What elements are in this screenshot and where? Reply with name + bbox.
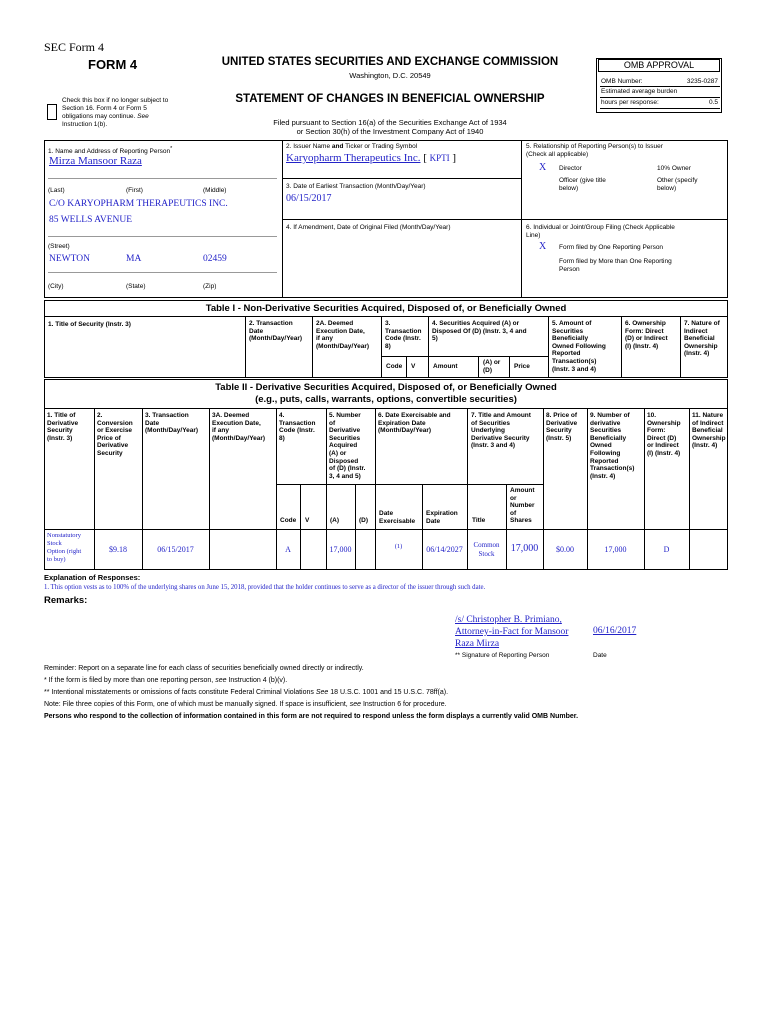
- t2-row-code: A: [285, 545, 291, 554]
- burden-label: Estimated average burden: [601, 88, 678, 95]
- t2-col2-header: 2. Conversion or Exercise Price of Derivative Security: [97, 412, 133, 457]
- remarks-title: Remarks:: [44, 595, 88, 606]
- omb-title: OMB APPROVAL: [598, 59, 720, 72]
- address-line2: 85 WELLS AVENUE: [49, 215, 133, 225]
- ten-percent-label: 10% Owner: [657, 165, 691, 172]
- t2-col1-header: 1. Title of Derivative Security (Instr. 3): [47, 412, 79, 442]
- t2-col11-header: 11. Nature of Indirect Beneficial Ownership (Instr. 4): [692, 412, 726, 450]
- t1-col1-header: 1. Title of Security (Instr. 3): [48, 321, 131, 328]
- date-label: Date: [593, 652, 607, 659]
- t1-amount-header: Amount: [433, 363, 458, 370]
- t2-col8-header: 8. Price of Derivative Security (Instr. 5): [546, 412, 578, 442]
- commission-city: Washington, D.C. 20549: [349, 71, 431, 80]
- commission-title: UNITED STATES SECURITIES AND EXCHANGE COMMISSION: [221, 56, 559, 68]
- t2-col3-header: 3. Transaction Date (Month/Day/Year): [145, 412, 199, 435]
- street-label: (Street): [48, 243, 70, 250]
- omb-notice: Persons who respond to the collection of information contained in this form are not required to respond unless the form displays a currently valid OMB Number.: [44, 713, 579, 720]
- t2-a-header: (A): [330, 517, 340, 524]
- officer-label: Officer (give title below): [559, 177, 606, 192]
- t2-row-underlying-amount: 17,000: [510, 543, 539, 554]
- t2-row-date: 06/15/2017: [157, 545, 194, 554]
- first-label: (First): [126, 187, 143, 194]
- ticker-symbol: KPTI: [429, 153, 450, 163]
- t2-row-exercisable: (1): [394, 543, 403, 550]
- t1-col7-header: 7. Nature of Indirect Beneficial Ownership (Instr. 4): [684, 320, 720, 358]
- one-person-checkmark[interactable]: X: [539, 241, 547, 252]
- t2-col9-header: 9. Number of derivative Securities Beneficially Owned Following Reported Transaction(s) (Instr. 4): [590, 412, 635, 480]
- t2-col7-header: 7. Title and Amount of Securities Underlying Derivative Security (Instr. 3 and 4): [471, 412, 531, 450]
- t2-row-expiration: 06/14/2027: [426, 545, 463, 554]
- t1-col3-header: 3. Transaction Code (Instr. 8): [385, 320, 422, 350]
- t2-expiration-header: Expiration Date: [426, 510, 458, 525]
- middle-label: (Middle): [203, 187, 227, 194]
- last-label: (Last): [48, 187, 65, 194]
- checkbox-label: Check this box if no longer subject to Section 16. Form 4 or Form 5 obligations may continue. See Instruction 1(b).: [62, 97, 169, 128]
- t2-row-acquired: 17,000: [329, 545, 352, 554]
- omb-number-value: 3235-0287: [686, 78, 718, 85]
- director-checkmark[interactable]: X: [539, 162, 547, 173]
- city-value: NEWTON: [49, 254, 90, 264]
- one-person-label: Form filed by One Reporting Person: [559, 244, 664, 251]
- signature: /s/ Christopher B. Primiano, Attorney-in-Fact for Mansoor Raza Mirza: [455, 615, 569, 649]
- t2-title-header: Title: [472, 517, 486, 524]
- filed-pursuant: Filed pursuant to Section 16(a) of the Securities Exchange Act of 1934 or Section 30(h) of the Investment Company Act of 1940: [273, 118, 507, 136]
- director-label: Director: [559, 165, 582, 172]
- t1-code-header: Code: [386, 363, 403, 370]
- signature-date: 06/16/2017: [593, 626, 637, 636]
- table1-title: Table I - Non-Derivative Securities Acquired, Disposed of, or Beneficially Owned: [205, 303, 567, 314]
- box2-label: 2. Issuer Name and Ticker or Trading Symbol: [286, 143, 418, 150]
- t1-col2a-header: 2A. Deemed Execution Date, if any (Month/Day/Year): [316, 320, 370, 350]
- sec-form-label: SEC Form 4: [44, 40, 105, 54]
- t2-row-conversion: $9.18: [109, 545, 127, 554]
- state-label: (State): [126, 283, 146, 290]
- hours-label: hours per response:: [601, 99, 659, 106]
- box6-label: 6. Individual or Joint/Group Filing (Check Applicable Line): [526, 224, 675, 239]
- issuer-name[interactable]: Karyopharm Therapeutics Inc.: [286, 152, 421, 164]
- t2-row-form: D: [663, 545, 670, 554]
- box3-label: 3. Date of Earliest Transaction (Month/Day/Year): [286, 183, 426, 190]
- zip-label: (Zip): [203, 283, 217, 290]
- t1-price-header: Price: [514, 363, 530, 370]
- other-label: Other (specify below): [657, 177, 698, 192]
- t1-aord-header: (A) or (D): [483, 359, 501, 374]
- box5-label: 5. Relationship of Reporting Person(s) to Issuer (Check all applicable): [526, 143, 663, 158]
- signature-label: ** Signature of Reporting Person: [455, 652, 550, 659]
- earliest-transaction-date: 06/15/2017: [286, 193, 332, 204]
- no-longer-subject-checkbox[interactable]: [47, 104, 57, 120]
- issuer-line: Karyopharm Therapeutics Inc. [ KPTI ]: [286, 152, 457, 164]
- t2-amount-header: Amount or Number of Shares: [510, 487, 535, 525]
- explanation-footnote-1: 1. This option vests as to 100% of the underlying shares on June 15, 2018, provided that the holder continues to serve as a director of the issuer through such date.: [44, 584, 486, 591]
- t2-col4-header: 4. Transaction Code (Instr. 8): [279, 412, 316, 442]
- note-three-copies: Note: File three copies of this Form, one of which must be manually signed. If space is insufficient, see Instruction 6 for procedure.: [44, 701, 447, 708]
- reporting-person-name[interactable]: Mirza Mansoor Raza: [49, 155, 142, 167]
- footer-notes: [44, 663, 578, 723]
- t2-code-header: Code: [280, 517, 297, 524]
- reminder-note: Reminder: Report on a separate line for each class of securities beneficially owned directly or indirectly.: [44, 665, 364, 672]
- footnote-single-asterisk: * If the form is filed by more than one reporting person, see Instruction 4 (b)(v).: [44, 677, 288, 684]
- t2-row-owned: 17,000: [604, 545, 627, 554]
- t2-col3a-header: 3A. Deemed Execution Date, if any (Month/Day/Year): [212, 412, 266, 442]
- hours-value: 0.5: [708, 99, 718, 106]
- box4-label: 4. If Amendment, Date of Original Filed (Month/Day/Year): [286, 224, 451, 231]
- t2-row-security-title: Nonstatutory Stock Option (right to buy): [47, 532, 82, 563]
- t2-row-price: $0.00: [556, 545, 574, 554]
- zip-value: 02459: [203, 254, 227, 264]
- t2-col5-header: 5. Number of Derivative Securities Acquired (A) or Disposed of (D) (Instr. 3, 4 and 5): [329, 412, 366, 480]
- footnote-double-asterisk: ** Intentional misstatements or omissions of facts constitute Federal Criminal Violations See 18 U.S.C. 1001 and 15 U.S.C. 78ff(a).: [44, 689, 449, 696]
- state-value: MA: [126, 254, 142, 264]
- t2-d-header: (D): [359, 517, 369, 524]
- t1-col6-header: 6. Ownership Form: Direct (D) or Indirect (I) (Instr. 4): [625, 320, 668, 350]
- explanation-title: Explanation of Responses:: [44, 573, 141, 582]
- t1-col4-header: 4. Securities Acquired (A) or Disposed Of (D) (Instr. 3, 4 and 5): [432, 320, 527, 343]
- address-line1: C/O KARYOPHARM THERAPEUTICS INC.: [49, 199, 228, 209]
- t2-row-underlying-title: Common Stock: [473, 541, 500, 558]
- form-number: FORM 4: [88, 57, 138, 72]
- more-persons-label: Form filed by More than One Reporting Person: [559, 258, 672, 273]
- omb-number-label: OMB Number:: [601, 78, 643, 85]
- t2-date-exercisable-header: Date Exercisable: [379, 510, 416, 525]
- t2-col10-header: 10. Ownership Form: Direct (D) or Indirect (I) (Instr. 4): [647, 412, 681, 457]
- t1-col5-header: 5. Amount of Securities Beneficially Owned Following Reported Transaction(s) (Instr. 3 and 4): [552, 320, 606, 373]
- t2-v-header: V: [305, 517, 310, 524]
- box1-label: 1. Name and Address of Reporting Person*: [48, 146, 173, 156]
- table2-title: Table II - Derivative Securities Acquired, Disposed of, or Beneficially Owned (e.g., puts, calls, warrants, options, convertible securities): [215, 382, 557, 405]
- statement-title: STATEMENT OF CHANGES IN BENEFICIAL OWNERSHIP: [235, 93, 545, 105]
- t1-col2-header: 2. Transaction Date (Month/Day/Year): [249, 320, 303, 343]
- t1-v-header: V: [411, 363, 416, 370]
- city-label: (City): [48, 283, 64, 290]
- t2-col6-header: 6. Date Exercisable and Expiration Date (Month/Day/Year): [378, 412, 451, 435]
